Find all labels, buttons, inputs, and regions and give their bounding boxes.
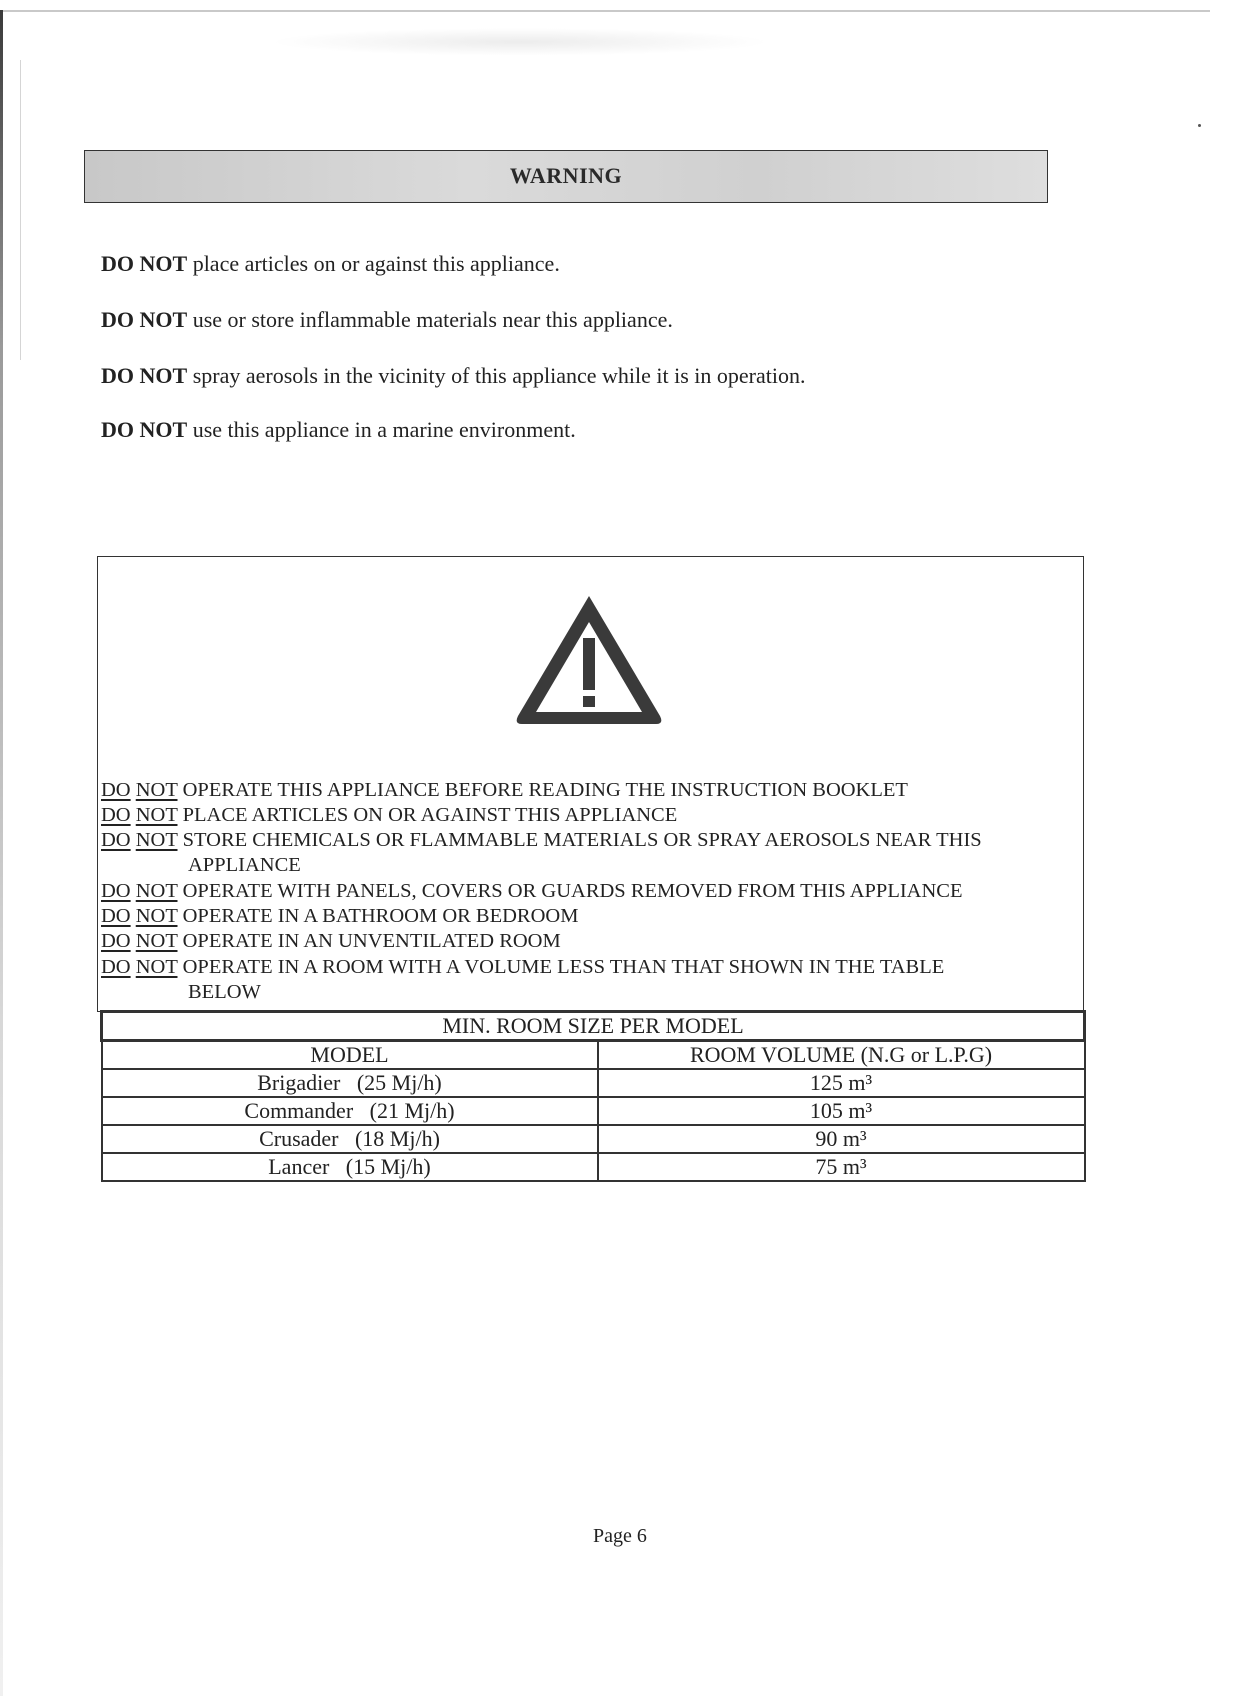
warning-text: spray aerosols in the vicinity of this appliance while it is in operation.	[187, 363, 806, 388]
table-header-row	[102, 1041, 1085, 1070]
scan-smudge	[270, 28, 770, 56]
warning-prefix: DO NOT	[101, 307, 188, 332]
warning-prefix: DO NOT	[101, 417, 188, 442]
model-name: Lancer	[268, 1154, 330, 1179]
notice-do: DO	[101, 829, 131, 851]
table-row	[102, 1069, 1085, 1097]
warning-banner	[84, 150, 1048, 203]
notice-do: DO	[101, 956, 131, 978]
table-title-row	[102, 1012, 1085, 1041]
volume-cell: 75 m³	[598, 1153, 1085, 1181]
scan-edge-line	[20, 60, 21, 360]
warning-line	[101, 363, 806, 389]
notice-do: DO	[101, 804, 131, 826]
warning-text: use this appliance in a marine environment.	[187, 417, 576, 442]
table-title: MIN. ROOM SIZE PER MODEL	[102, 1012, 1085, 1041]
model-rating: (21 Mj/h)	[369, 1098, 455, 1123]
warning-line	[101, 307, 673, 333]
warning-line	[101, 251, 560, 277]
notice-line	[101, 955, 944, 980]
model-rating: (18 Mj/h)	[354, 1126, 440, 1151]
notice-text: OPERATE IN A BATHROOM OR BEDROOM	[177, 905, 579, 927]
table-row	[102, 1125, 1085, 1153]
notice-line	[101, 904, 578, 929]
notice-not: NOT	[135, 905, 178, 927]
model-cell	[102, 1097, 598, 1125]
scan-edge-top	[0, 10, 1210, 12]
warning-triangle-icon	[510, 588, 668, 730]
notice-not: NOT	[135, 880, 178, 902]
volume-cell: 90 m³	[598, 1125, 1085, 1153]
model-rating: (25 Mj/h)	[356, 1070, 442, 1095]
column-header-model: MODEL	[102, 1041, 598, 1070]
notice-text: PLACE ARTICLES ON OR AGAINST THIS APPLIANCE	[177, 804, 678, 826]
warning-text: place articles on or against this appliance.	[187, 251, 560, 276]
notice-do: DO	[101, 880, 131, 902]
warning-text: use or store inflammable materials near this appliance.	[187, 307, 673, 332]
notice-line	[101, 778, 908, 803]
notice-line	[101, 828, 982, 853]
notice-text: STORE CHEMICALS OR FLAMMABLE MATERIALS OR SPRAY AEROSOLS NEAR THIS	[177, 829, 982, 851]
model-cell	[102, 1069, 598, 1097]
page-number: Page 6	[593, 1525, 647, 1547]
model-name: Brigadier	[257, 1070, 341, 1095]
model-name: Commander	[244, 1098, 354, 1123]
notice-text: OPERATE IN A ROOM WITH A VOLUME LESS THAN THAT SHOWN IN THE TABLE	[177, 956, 945, 978]
notice-continuation: APPLIANCE	[188, 854, 301, 876]
notice-not: NOT	[135, 779, 178, 801]
notice-not: NOT	[135, 930, 178, 952]
model-name: Crusader	[259, 1126, 339, 1151]
notice-text: OPERATE THIS APPLIANCE BEFORE READING THE INSTRUCTION BOOKLET	[177, 779, 908, 801]
notice-do: DO	[101, 930, 131, 952]
scan-speck	[1198, 124, 1201, 127]
notice-text: OPERATE WITH PANELS, COVERS OR GUARDS REMOVED FROM THIS APPLIANCE	[177, 880, 963, 902]
room-size-table	[100, 1010, 1086, 1182]
notice-do: DO	[101, 779, 131, 801]
notice-not: NOT	[135, 829, 178, 851]
notice-not: NOT	[135, 804, 178, 826]
volume-cell: 105 m³	[598, 1097, 1085, 1125]
scan-edge-left	[0, 10, 3, 1696]
notice-continuation: BELOW	[188, 981, 261, 1003]
notice-line	[101, 879, 963, 904]
column-header-volume: ROOM VOLUME (N.G or L.P.G)	[598, 1041, 1085, 1070]
notice-line	[101, 929, 561, 954]
warning-banner-title: WARNING	[509, 163, 623, 188]
notice-line	[101, 803, 677, 828]
model-rating: (15 Mj/h)	[345, 1154, 431, 1179]
notice-not: NOT	[135, 956, 178, 978]
warning-line	[101, 417, 576, 443]
volume-cell: 125 m³	[598, 1069, 1085, 1097]
warning-prefix: DO NOT	[101, 363, 188, 388]
table-row	[102, 1097, 1085, 1125]
notice-do: DO	[101, 905, 131, 927]
model-cell	[102, 1153, 598, 1181]
table-row	[102, 1153, 1085, 1181]
warning-prefix: DO NOT	[101, 251, 188, 276]
model-cell	[102, 1125, 598, 1153]
notice-text: OPERATE IN AN UNVENTILATED ROOM	[177, 930, 561, 952]
